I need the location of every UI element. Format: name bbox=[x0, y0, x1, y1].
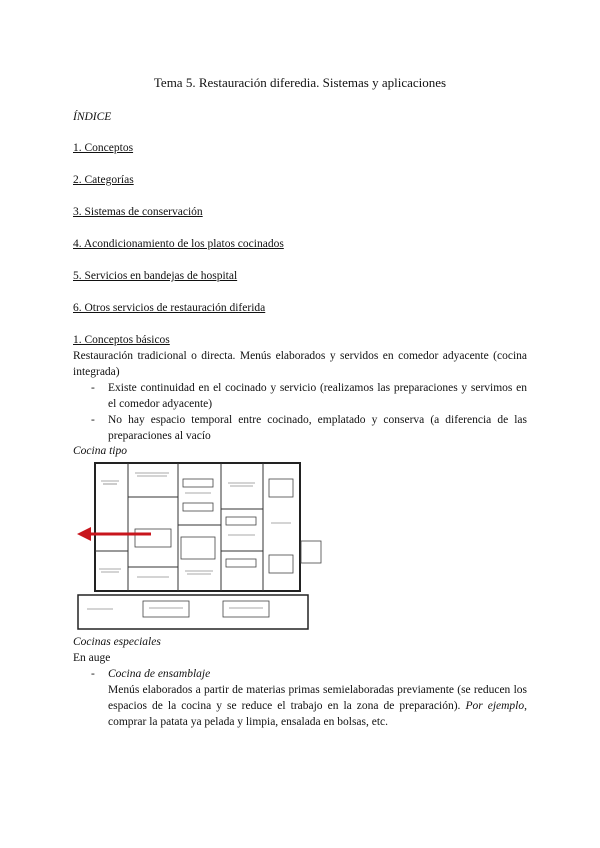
toc-item[interactable]: 6. Otros servicios de restauración diferida bbox=[73, 302, 266, 314]
section-heading: 1. Conceptos básicos bbox=[73, 334, 170, 346]
toc-item[interactable]: 3. Sistemas de conservación bbox=[73, 206, 203, 218]
special-kitchens-heading: Cocinas especiales bbox=[73, 636, 161, 648]
intro-paragraph: Restauración tradicional o directa. Menús elaborados y servidos en comedor adyacente (cocina integrada) bbox=[73, 350, 527, 378]
sub-item-paragraph bbox=[108, 682, 527, 730]
toc-heading: ÍNDICE bbox=[73, 111, 112, 123]
bullet-dash: - bbox=[91, 382, 95, 394]
list-item bbox=[73, 412, 527, 444]
toc-item[interactable]: 2. Categorías bbox=[73, 174, 134, 186]
list-item bbox=[73, 380, 527, 412]
toc-item[interactable]: 1. Conceptos bbox=[73, 142, 134, 154]
page-title: Tema 5. Restauración diferedia. Sistemas y aplicaciones bbox=[153, 75, 447, 90]
bullet-text: Existe continuidad en el cocinado y servicio (realizamos las preparaciones y servimos en el comedor adyacente) bbox=[108, 382, 527, 410]
example-text: , comprar la patata ya pelada y limpia, ensalada en bolsas, etc. bbox=[108, 700, 527, 728]
list-item bbox=[73, 666, 527, 682]
bullet-dash: - bbox=[91, 668, 95, 680]
en-auge-label: En auge bbox=[73, 652, 111, 664]
bullet-text: No hay espacio temporal entre cocinado, emplatado y conserva (a diferencia de las preparaciones al vacío bbox=[108, 414, 527, 442]
sub-item-text: Menús elaborados a partir de materias primas semielaboradas previamente (se reducen los espacios de la cocina y se reduce el trabajo en la zona de preparación). bbox=[108, 684, 527, 712]
toc-item[interactable]: 5. Servicios en bandejas de hospital bbox=[73, 270, 238, 282]
figure-caption: Cocina tipo bbox=[73, 445, 127, 457]
sub-item-title: Cocina de ensamblaje bbox=[108, 668, 211, 680]
bullet-dash: - bbox=[91, 414, 95, 426]
example-label: Por ejemplo bbox=[465, 700, 525, 712]
kitchen-floor-plan bbox=[73, 459, 326, 633]
toc-item[interactable]: 4. Acondicionamiento de los platos cocinados bbox=[73, 238, 284, 250]
